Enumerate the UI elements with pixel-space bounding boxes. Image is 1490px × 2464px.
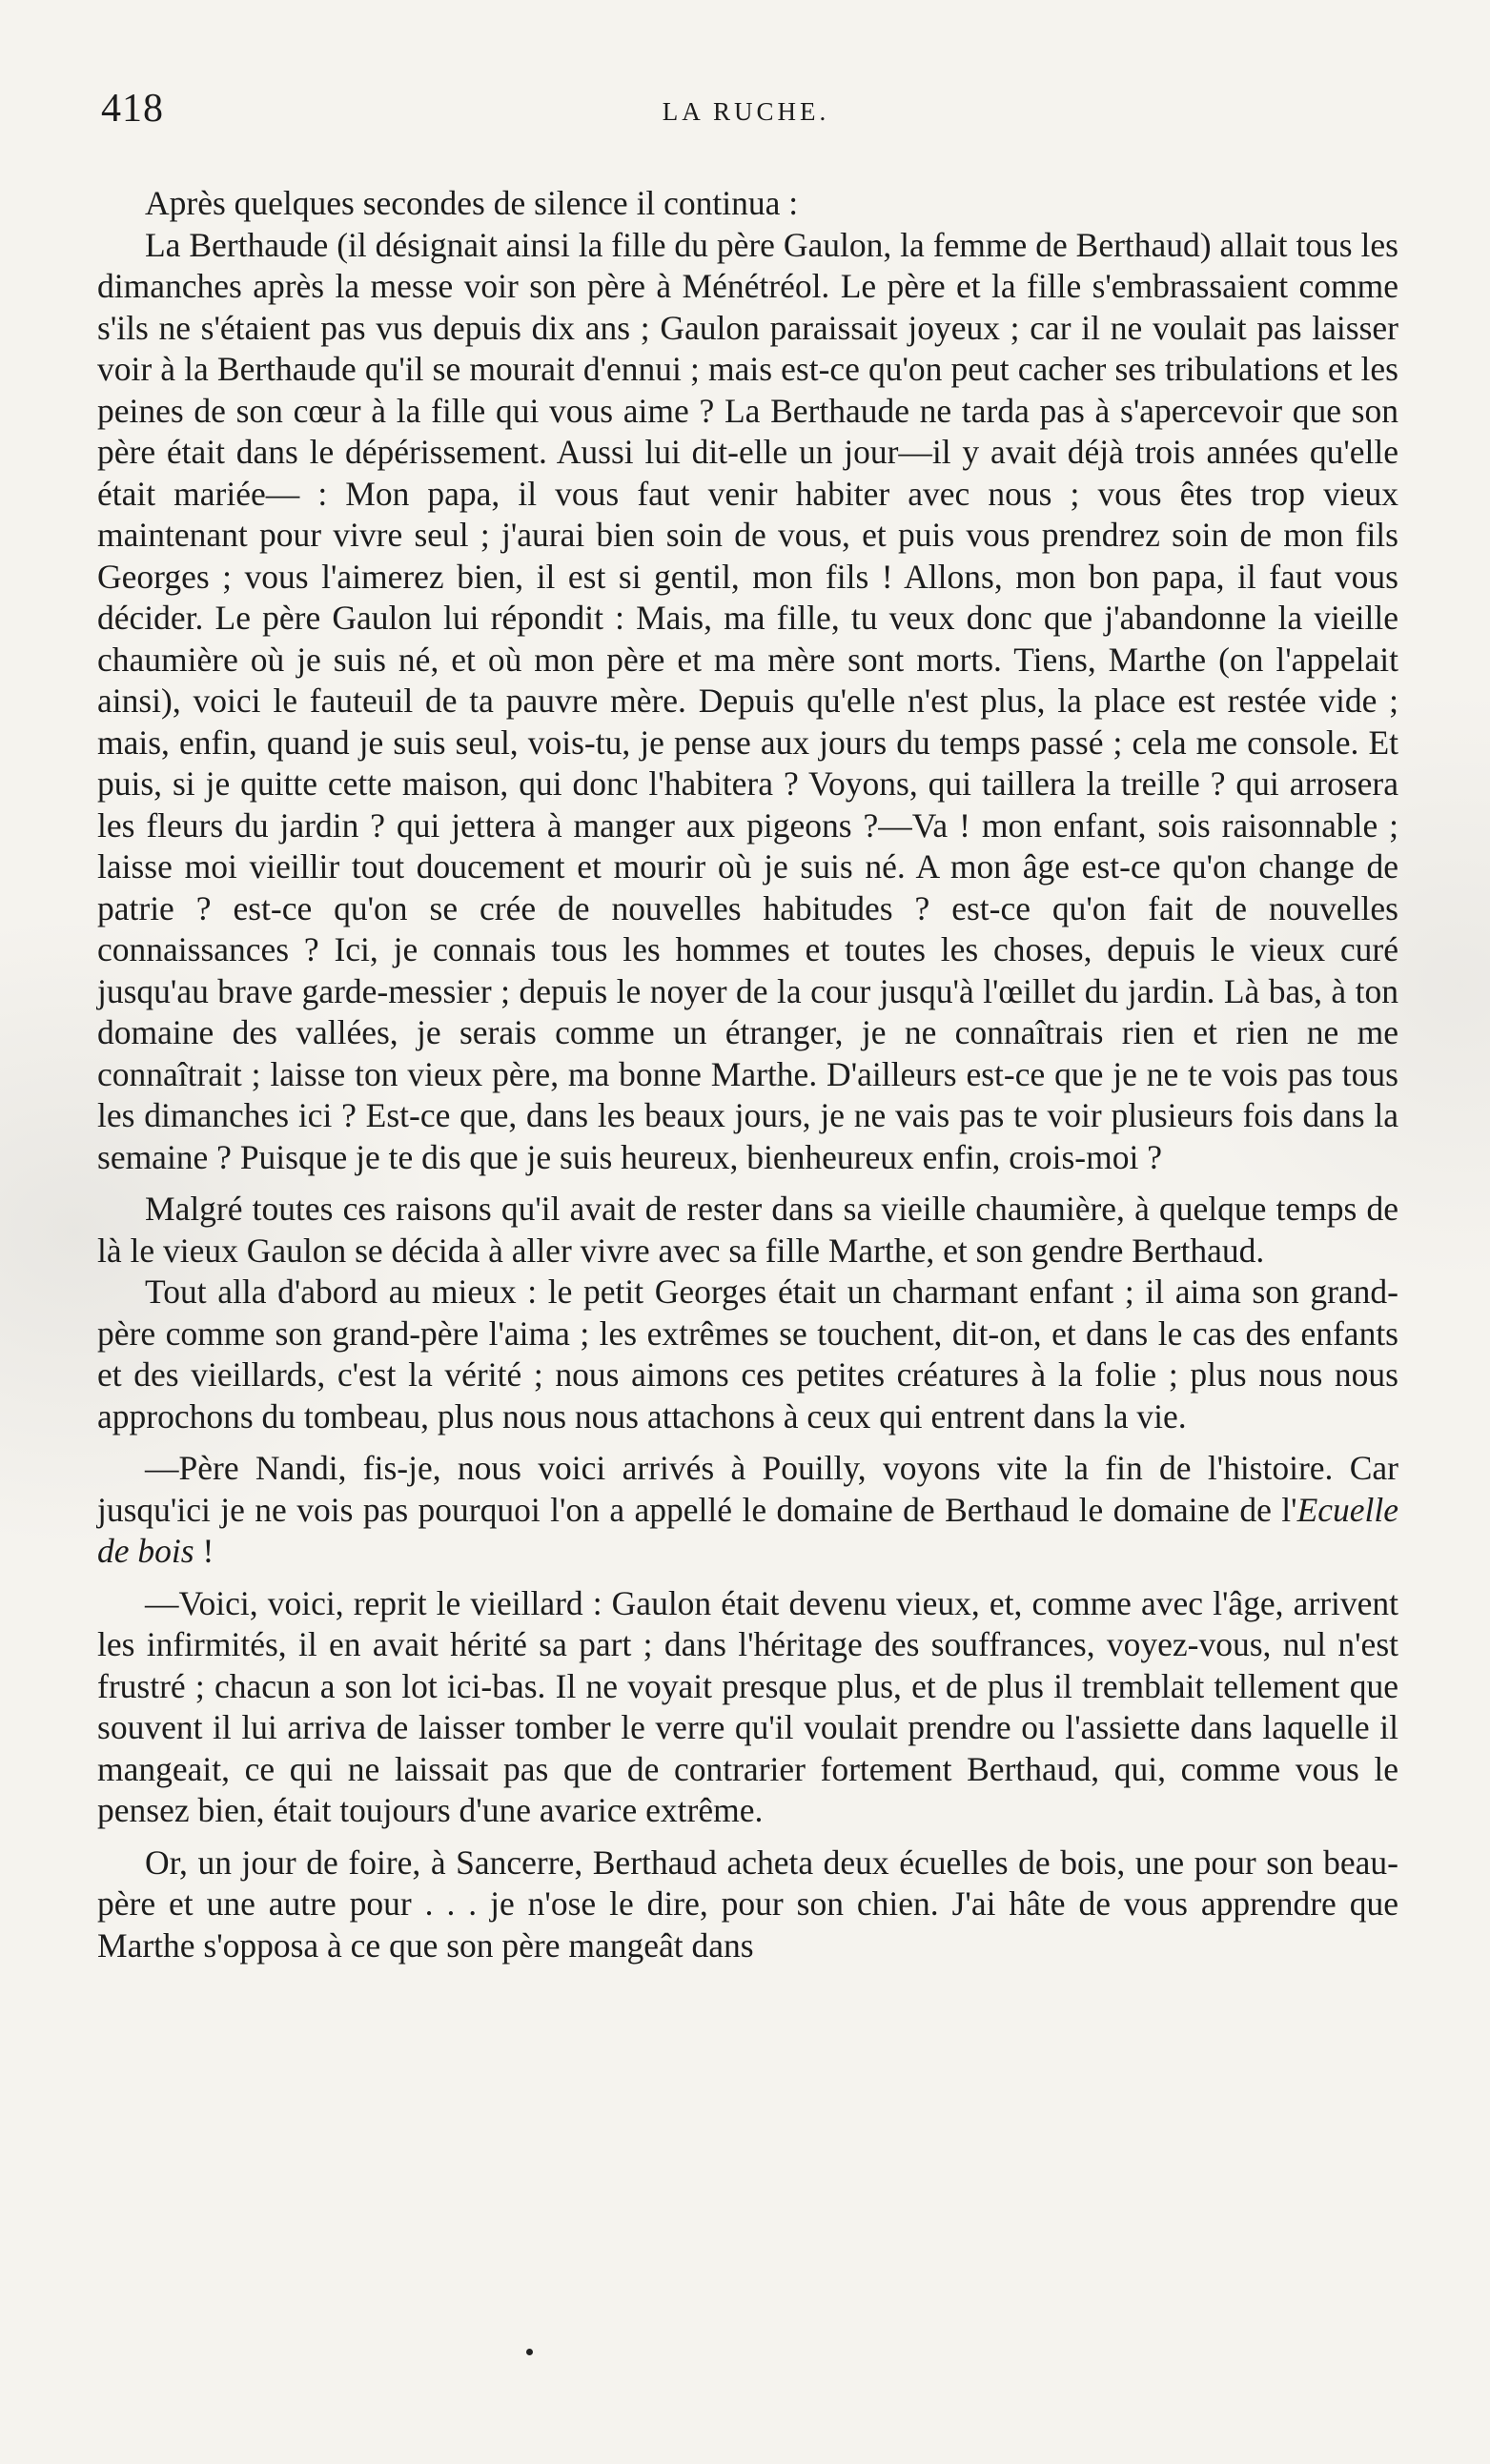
paragraph-7: Or, un jour de foire, à Sancerre, Berthaud acheta deux écuelles de bois, une pour son beau-père et une autre pour . . . je n'ose le dire, pour son chien. J'ai hâte de vous apprendre que Marthe s'opposa à ce que son père mangeât dans xyxy=(97,1843,1398,1965)
paragraph-5 xyxy=(97,1448,1398,1573)
paragraph-5-italic-title: Ecuelle de bois xyxy=(97,1490,1398,1570)
paragraph-5-text: —Père Nandi, fis-je, nous voici arrivés à Pouilly, voyons vite la fin de l'histoire. Car jusqu'ici je ne vois pas pourquoi l'on a appellé le domaine de Berthaud le domaine de l' xyxy=(97,1449,1398,1529)
paragraph-4: Tout alla d'abord au mieux : le petit Georges était un charmant enfant ; il aima son grand-père comme son grand-père l'aima ; les extrêmes se touchent, dit-on, et dans le cas des enfants et des vieillards, c'est la vérité ; nous aimons ces petites créatures à la folie ; plus nous nous approchons du tombeau, plus nous nous attachons à ceux qui entrent dans la vie. xyxy=(97,1273,1398,1436)
page-header xyxy=(95,86,1397,143)
paragraph-2: La Berthaude (il désignait ainsi la fille du père Gaulon, la femme de Berthaud) allait tous les dimanches après la messe voir son père à Ménétréol. Le père et la fille s'embrassaient comme s'ils ne s'étaient pas vus depuis dix ans ; Gaulon paraissait joyeux ; car il ne voulait pas laisser voir à la Berthaude qu'il se mourait d'ennui ; mais est-ce qu'on peut cacher ses tribulations et les peines de son cœur à la fille qui vous aime ? La Berthaude ne tarda pas à s'apercevoir que son père était dans le dépérissement. Aussi lui dit-elle un jour—il y avait déjà trois années qu'elle était mariée— : Mon papa, il vous faut venir habiter avec nous ; vous êtes trop vieux maintenant pour vivre seul ; j'aurai bien soin de vous, et puis vous prendrez soin de mon fils Georges ; vous l'aimerez bien, il est si gentil, mon fils ! Allons, mon bon papa, il faut vous décider. Le père Gaulon lui répondit : Mais, ma fille, tu veux donc que j'abandonne la vieille chaumière où je suis né, et où mon père et ma mère sont morts. Tiens, Marthe (on l'appelait ainsi), voici le fauteuil de ta pauvre mère. Depuis qu'elle n'est plus, la place est restée vide ; mais, enfin, quand je suis seul, vois-tu, je pense aux jours du temps passé ; cela me console. Et puis, si je quitte cette maison, qui donc l'habitera ? Voyons, qui taillera la treille ? qui arrosera les fleurs du jardin ? qui jettera à manger aux pigeons ?—Va ! mon enfant, sois raisonnable ; laisse moi vieillir tout doucement et mourir où je suis né. A mon âge est-ce qu'on change de patrie ? est-ce qu'on se crée de nouvelles habitudes ? est-ce qu'on fait de nouvelles connaissances ? Ici, je connais tous les hommes et toutes les choses, depuis le vieux curé jusqu'au brave garde-messier ; depuis le noyer de la cour jusqu'à l'œillet du jardin. Là bas, à ton domaine des vallées, je serais comme un étranger, je ne connaîtrais rien et rien ne me connaîtrait ; laisse ton vieux père, ma bonne Marthe. D'ailleurs est-ce que je ne te vois pas tous les dimanches ici ? Est-ce que, dans les beaux jours, je ne vais pas te voir plusieurs fois dans la semaine ? Puisque je te dis que je suis heureux, bienheureux enfin, crois-moi ? xyxy=(97,225,1398,1176)
running-title: LA RUCHE. xyxy=(662,97,830,126)
paragraph-6: —Voici, voici, reprit le vieillard : Gaulon était devenu vieux, et, comme avec l'âge, arrivent les infirmités, il en avait hérité sa part ; dans l'héritage des souffrances, voyez-vous, nul n'est frustré ; chacun a son lot ici-bas. Il ne voyait presque plus, et de plus il tremblait tellement que souvent il lui arriva de laisser tomber le verre qu'il voulait prendre ou l'assiette dans laquelle il mangeait, ce qui ne laissait pas que de contrarier fortement Berthaud, qui, comme vous le pensez bien, était toujours d'une avarice extrême. xyxy=(97,1583,1398,1829)
printer-mark xyxy=(526,2349,533,2355)
paragraph-1: Après quelques secondes de silence il continua : xyxy=(145,184,799,222)
paragraph-5-text-end: ! xyxy=(194,1532,214,1570)
paragraph-3: Malgré toutes ces raisons qu'il avait de rester dans sa vieille chaumière, à quelque temps de là le vieux Gaulon se décida à aller vivre avec sa fille Marthe, et son gendre Berthaud. xyxy=(97,1190,1398,1270)
page-number: 418 xyxy=(101,87,164,131)
body-text xyxy=(97,183,1398,1966)
